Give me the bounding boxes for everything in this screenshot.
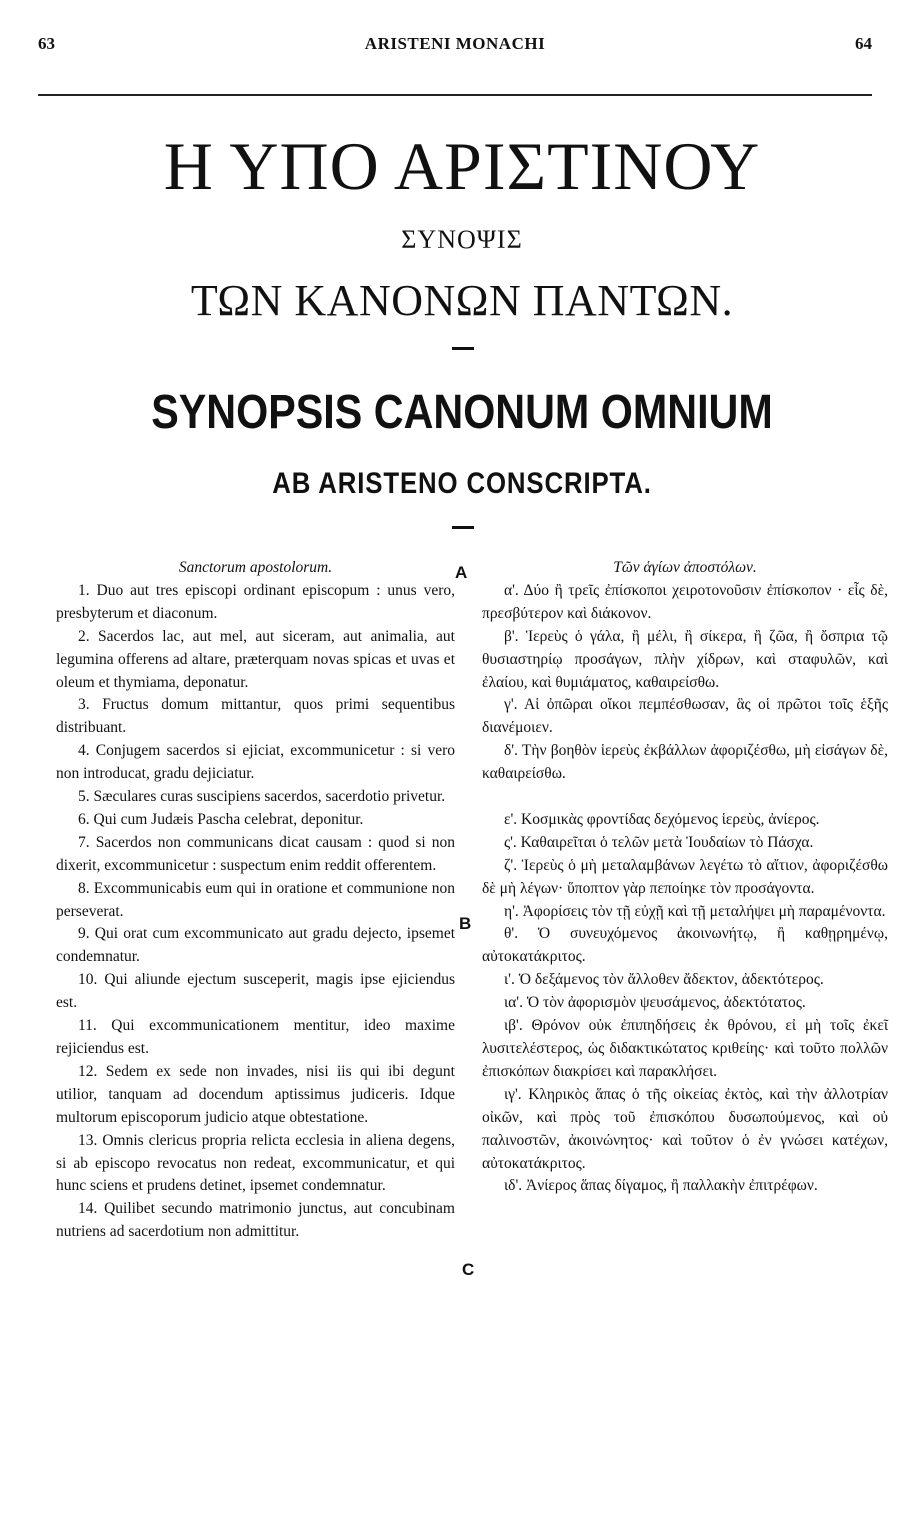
latin-column-heading: Sanctorum apostolorum. (178, 559, 333, 576)
running-head (38, 34, 872, 58)
page-number-left: 63 (38, 34, 55, 53)
title-dash-1 (452, 347, 474, 350)
title-dash-2 (452, 526, 474, 529)
greek-canon-9: θ'. Ὁ συνευχόμενος ἀκοινωνήτῳ, ἢ καθῃρημένῳ, αὐτοκατάκριτος. (482, 925, 888, 966)
latin-canon-5: 5. Sæculares curas suscipiens sacerdos, sacerdotio privetur. (78, 788, 446, 806)
greek-canon-8: η'. Ἀφορίσεις τὸν τῇ εὐχῇ καὶ τῇ μεταλήψει μὴ παραμένοντα. (504, 902, 886, 920)
latin-canon-11: 11. Qui excommunicationem mentitur, ideo maxime rejiciendus est. (56, 1017, 455, 1058)
margin-letter-a: A (455, 563, 468, 582)
latin-canon-3: 3. Fructus domum mittantur, quos primi sequentibus distribuant. (56, 696, 455, 737)
greek-title-line-3: ΤΩΝ ΚΑΝΟΝΩΝ ΠΑΝΤΩΝ. (190, 276, 734, 325)
margin-letter-b: B (459, 914, 472, 933)
latin-canon-8: 8. Excommunicabis eum qui in oratione et communione non perseverat. (56, 879, 455, 920)
greek-canon-12: ιβ'. Θρόνον οὐκ ἐπιπηδήσεις ἐκ θρόνου, εἰ μὴ τοῖς ἐκεῖ λυσιτελέστερος, ὡς διδακτικώτατος κριθείης· καὶ τοῦτο πολλῶν ἐπισκόπων διακρίσει καὶ παρακλήσει. (482, 1017, 888, 1080)
margin-letter-c: C (462, 1260, 475, 1279)
latin-canon-10: 10. Qui aliunde ejectum susceperit, magis ipse ejiciendus est. (56, 971, 455, 1012)
latin-canon-2: 2. Sacerdos lac, aut mel, aut siceram, aut animalia, aut legumina offerens ad altare, præterquam novas spicas et uvas et oleum et thymiama, deponatur. (56, 627, 455, 691)
latin-canon-1: 1. Duo aut tres episcopi ordinant episcopum : unus vero, presbyterum et diaconum. (56, 581, 455, 622)
page-number-right: 64 (855, 34, 872, 53)
latin-canon-13: 13. Omnis clericus propria relicta ecclesia in aliena degens, si ab episcopo revocatus non redeat, excommunicatur, et qui hunc sciens et prudens detinet, ipsemet condemnatur. (56, 1131, 455, 1195)
running-title: ARISTENI MONACHI (364, 34, 546, 53)
greek-canon-2: β'. Ἱερεὺς ὁ γάλα, ἢ μέλι, ἢ σίκερα, ἢ ζῶα, ἢ ὄσπρια τῷ θυσιαστηρίῳ προσάγων, πλὴν χίδρων, καὶ σταφυλῶν, καὶ ἐλαίου, καὶ θυμιάματος, καθαιρείσθω. (482, 627, 888, 691)
greek-column-heading: Τῶν ἁγίων ἀποστόλων. (613, 559, 757, 576)
column-spacer (482, 786, 888, 809)
greek-canon-5: ε'. Κοσμικὰς φροντίδας δεχόμενος ἱερεὺς, ἀνίερος. (504, 810, 820, 828)
greek-canon-1: α'. Δύο ἢ τρεῖς ἐπίσκοποι χειροτονοῦσιν ἐπίσκοπον · εἷς δὲ, πρεσβύτερον καὶ διάκονον. (482, 581, 888, 622)
greek-canon-11: ια'. Ὁ τὸν ἀφορισμὸν ψευσάμενος, ἀδεκτότατος. (504, 994, 806, 1012)
greek-canon-7: ζ'. Ἱερεὺς ὁ μὴ μεταλαμβάνων λεγέτω τὸ αἴτιον, ἀφοριζέσθω δὲ μὴ λέγων· ὕποπτον γὰρ πεποίηκε τὸν προσάγοντα. (482, 856, 888, 897)
latin-canon-4: 4. Conjugem sacerdos si ejiciat, excommunicetur : si vero non introducat, gradu dejiciatur. (56, 742, 455, 783)
latin-canon-14: 14. Quilibet secundo matrimonio junctus, aut concubinam nutriens ad sacerdotium non admittitur. (56, 1200, 455, 1241)
greek-canon-10: ι'. Ὁ δεξάμενος τὸν ἄλλοθεν ἄδεκτον, ἀδεκτότερος. (504, 971, 824, 989)
latin-title-line-1: SYNOPSIS CANONUM OMNIUM (151, 386, 773, 439)
greek-column (482, 557, 888, 1198)
latin-canon-6: 6. Qui cum Judæis Pascha celebrat, deponitur. (78, 810, 364, 828)
greek-canon-3: γ'. Αἱ ὀπῶραι οἴκοι πεμπέσθωσαν, ἃς οἱ πρῶτοι τοῖς ἑξῆς διανέμοιεν. (482, 696, 888, 737)
header-rule (38, 94, 872, 96)
latin-canon-7: 7. Sacerdos non communicans dicat causam : quod si non dixerit, excommunicetur : suspectum enim reddit offerentem. (56, 833, 455, 874)
greek-canon-6: ς'. Καθαιρεῖται ὁ τελῶν μετὰ Ἰουδαίων τὸ Πάσχα. (504, 833, 814, 851)
latin-canon-12: 12. Sedem ex sede non invades, nisi iis qui ibi degunt utilior, tanquam ad docendum aptissimus judiceris. Idque multorum episcoporum judicio atque obtestatione. (56, 1062, 455, 1126)
greek-title-line-1: Η ΥΠΟ ΑΡΙΣΤΙΝΟΥ (163, 128, 761, 204)
latin-column (56, 557, 455, 1244)
latin-title-line-2: AB ARISTENO CONSCRIPTA. (272, 467, 652, 500)
greek-canon-13: ιγ'. Κληρικὸς ἅπας ὁ τῆς οἰκείας ἐκτὸς, καὶ τὴν ἀλλοτρίαν οἰκῶν, καὶ πρὸς τοῦ ἐπισκόπου δυσωπούμενος, καὶ οὐ παλινοστῶν, ἀκοινώνητος· καὶ τοῦτον ὁ ἐν γνώσει κατέχων, αὐτοκατάκριτος. (482, 1085, 888, 1172)
greek-title-line-2: ΣΥΝΟΨΙΣ (401, 225, 523, 254)
greek-canon-14: ιδ'. Ἀνίερος ἅπας δίγαμος, ἢ παλλακὴν ἐπιτρέφων. (504, 1177, 818, 1195)
latin-canon-9: 9. Qui orat cum excommunicato aut gradu dejecto, ipsemet condemnatur. (56, 925, 455, 966)
greek-canon-4: δ'. Τὴν βοηθὸν ἱερεὺς ἐκβάλλων ἀφοριζέσθω, μὴ εἰσάγων δὲ, καθαιρείσθω. (482, 742, 888, 783)
